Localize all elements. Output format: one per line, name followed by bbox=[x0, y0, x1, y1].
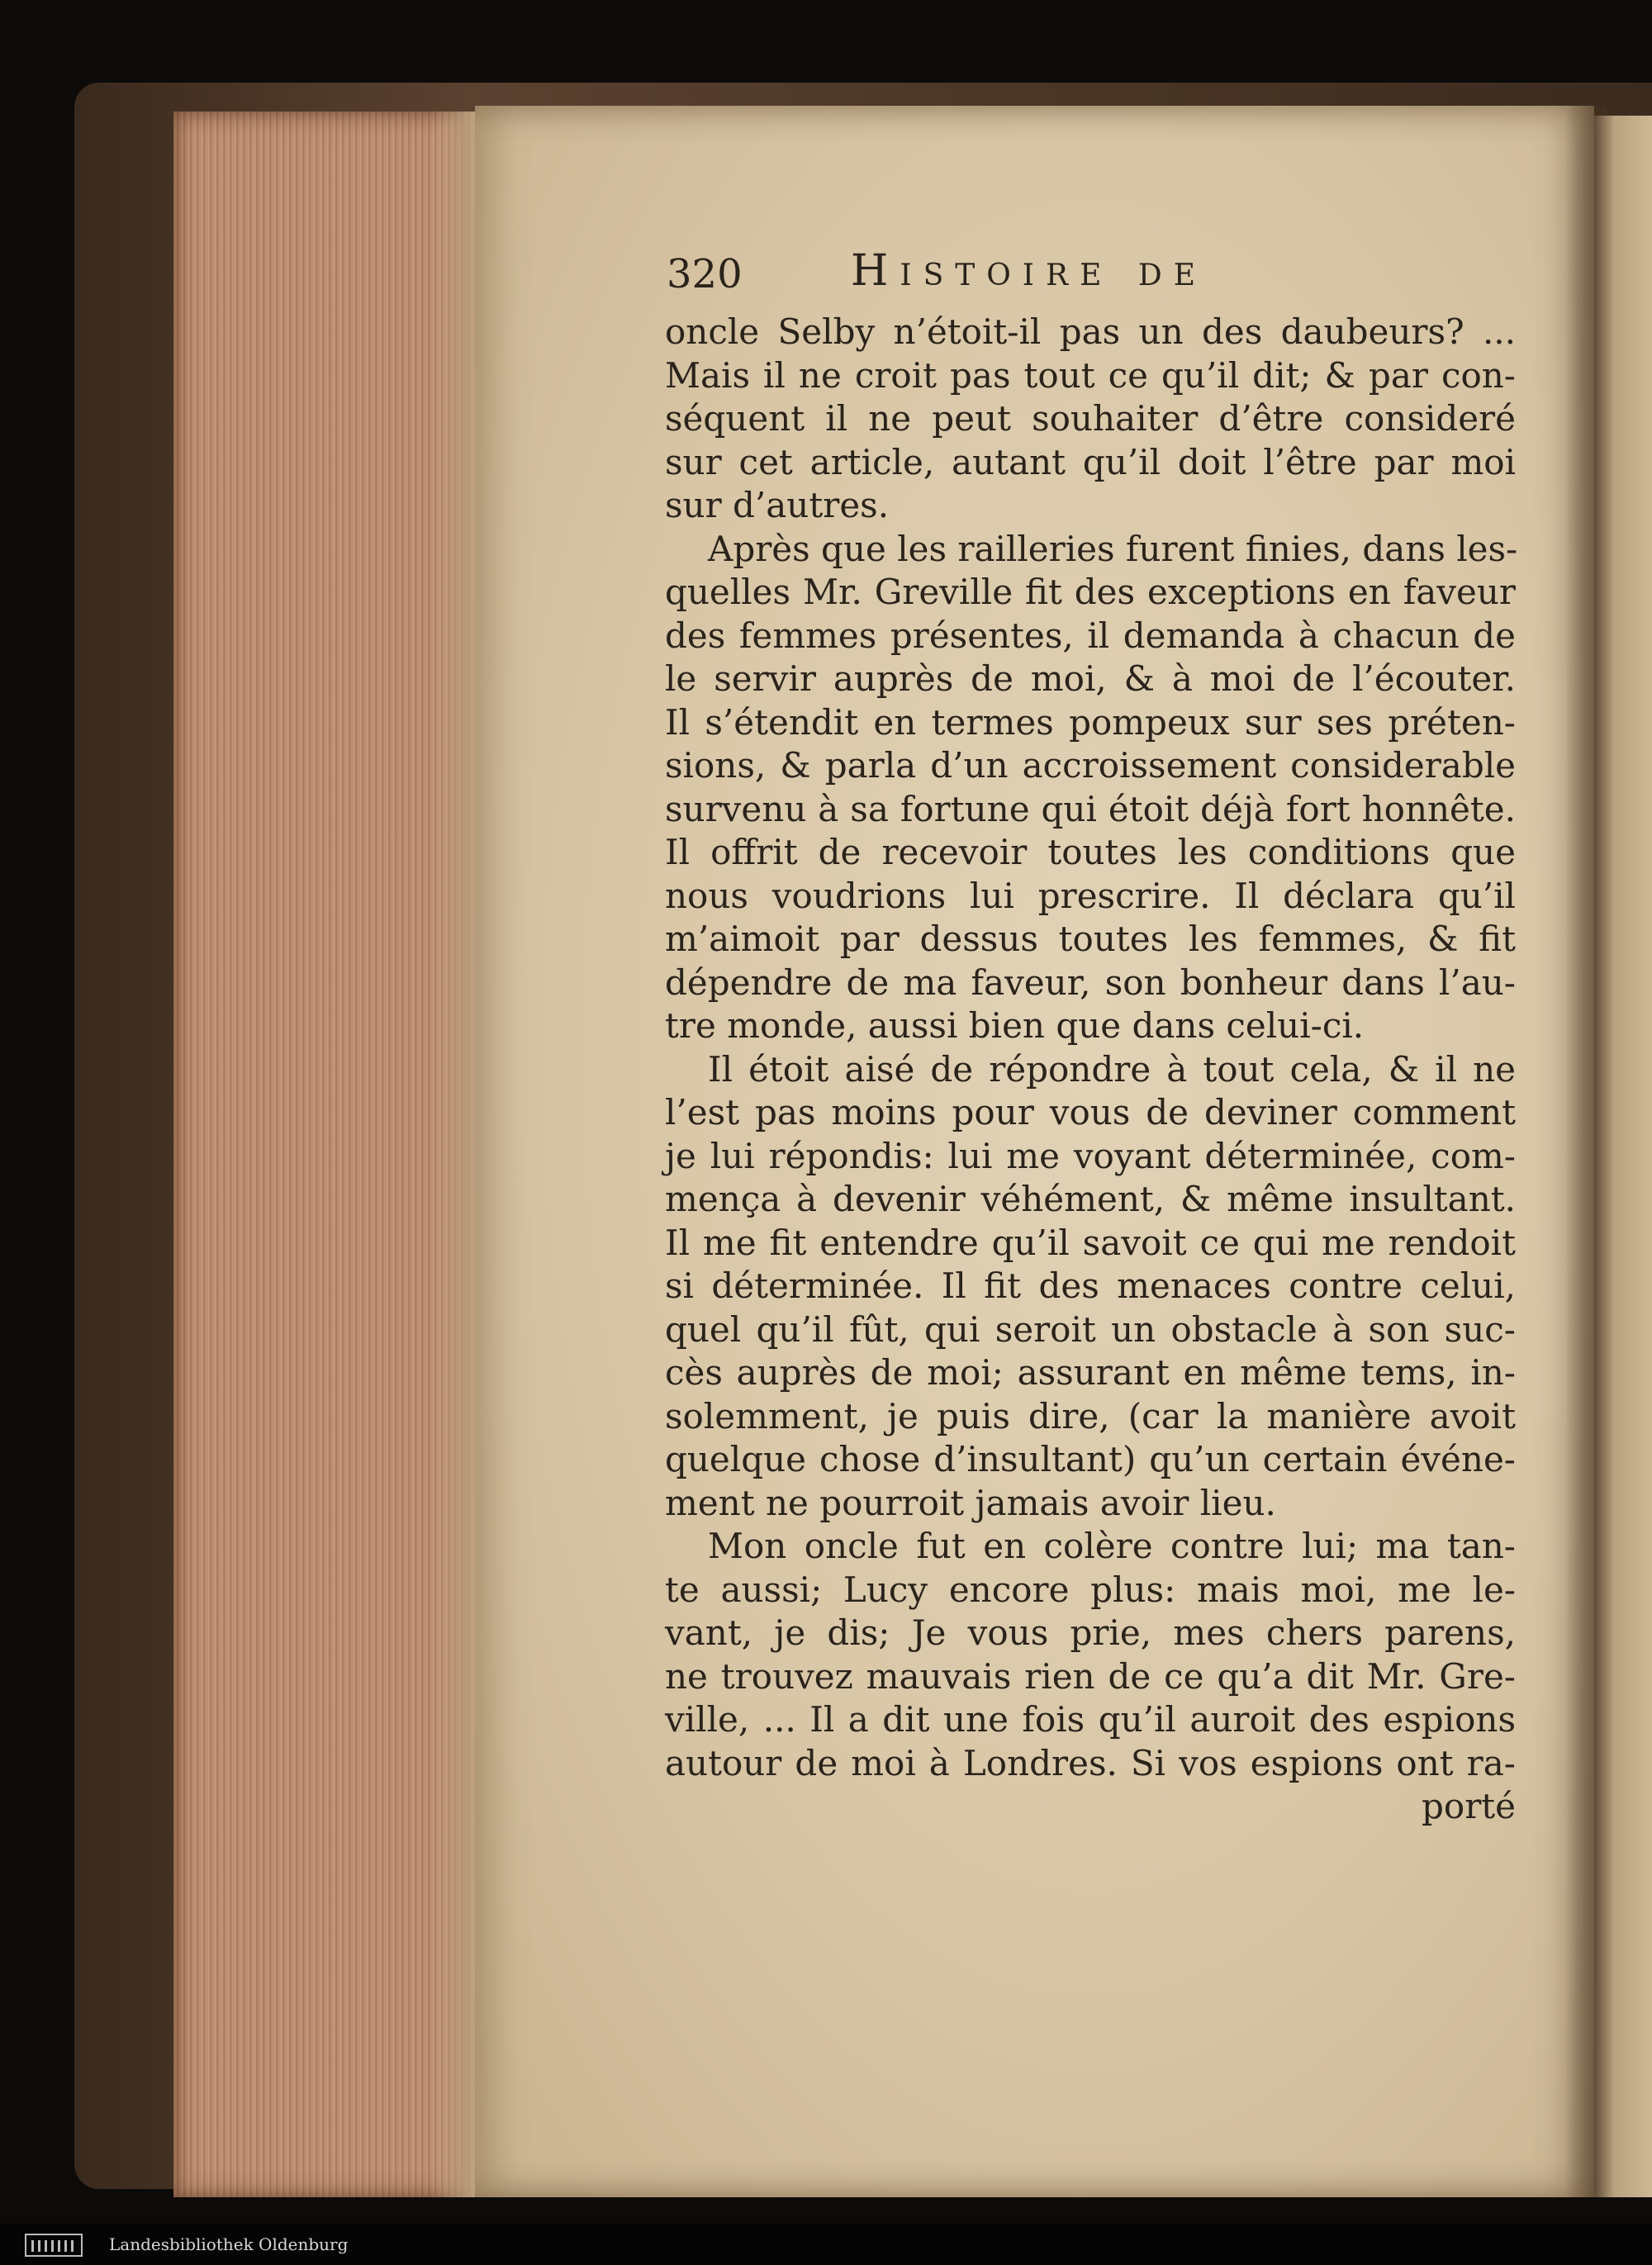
text-line: te aussi; Lucy encore plus: mais moi, me le- bbox=[665, 1569, 1516, 1610]
text-line: tre monde, aussi bien que dans celui-ci. bbox=[665, 1005, 1365, 1046]
text-line: survenu à sa fortune qui étoit déjà fort honnête. bbox=[665, 788, 1516, 829]
text-line: ment ne pourroit jamais avoir lieu. bbox=[665, 1482, 1276, 1523]
text-line: Mon oncle fut en colère contre lui; ma tan- bbox=[708, 1526, 1516, 1566]
text-line: cès auprès de moi; assurant en même tems, in- bbox=[665, 1352, 1516, 1393]
text-line: séquent il ne peut souhaiter d’être consideré bbox=[665, 398, 1516, 439]
text-line: vant, je dis; Je vous prie, mes chers parens, bbox=[665, 1612, 1516, 1653]
page-number: 320 bbox=[667, 251, 743, 297]
text-line: sur cet article, autant qu’il doit l’être par moi bbox=[665, 441, 1516, 482]
text-line: autour de moi à Londres. Si vos espions ont ra- bbox=[665, 1742, 1516, 1783]
text-line: sur d’autres. bbox=[665, 485, 890, 525]
text-line: nous voudrions lui prescrire. Il déclara qu’il bbox=[665, 875, 1516, 916]
running-head bbox=[665, 246, 1516, 311]
text-line: solemment, je puis dire, (car la manière avoit bbox=[665, 1395, 1516, 1436]
text-line: dépendre de ma faveur, son bonheur dans l’au- bbox=[665, 962, 1516, 1003]
text-line: ne trouvez mauvais rien de ce qu’a dit Mr. Gre- bbox=[665, 1655, 1516, 1697]
text-line: quelque chose d’insultant) qu’un certain événe- bbox=[665, 1439, 1516, 1479]
text-line: le servir auprès de moi, & à moi de l’écouter. bbox=[665, 658, 1516, 699]
text-line: quelles Mr. Greville fit des exceptions en faveur bbox=[665, 572, 1516, 612]
text-line: Mais il ne croit pas tout ce qu’il dit; & par con- bbox=[665, 354, 1516, 396]
text-line: des femmes présentes, il demanda à chacun de bbox=[665, 615, 1516, 656]
text-line: si déterminée. Il fit des menaces contre celui, bbox=[665, 1265, 1516, 1306]
text-line: quel qu’il fût, qui seroit un obstacle à son suc- bbox=[665, 1308, 1516, 1350]
catchword: porté bbox=[1422, 1786, 1516, 1826]
text-line: Il me fit entendre qu’il savoit ce qui me rendoit bbox=[665, 1222, 1516, 1263]
text-line: sions, & parla d’un accroissement considerable bbox=[665, 745, 1516, 786]
text-line: ville, ... Il a dit une fois qu’il auroit des espions bbox=[665, 1699, 1516, 1740]
library-building-icon bbox=[25, 2234, 83, 2257]
text-line: oncle Selby n’étoit-il pas un des daubeurs? ... bbox=[665, 311, 1516, 352]
text-line: m’aimoit par dessus toutes les femmes, & fit bbox=[665, 919, 1516, 959]
footer-bar bbox=[0, 2224, 1652, 2265]
text-line: Après que les railleries furent finies, dans les- bbox=[708, 528, 1518, 569]
page-body bbox=[665, 311, 1516, 1785]
text-block bbox=[665, 246, 1516, 1829]
text-line: je lui répondis: lui me voyant déterminée, com- bbox=[665, 1135, 1516, 1176]
text-line: Il s’étendit en termes pompeux sur ses préten- bbox=[665, 701, 1516, 743]
text-line: Il offrit de recevoir toutes les conditions que bbox=[665, 832, 1516, 872]
library-name: Landesbibliothek Oldenburg bbox=[109, 2234, 349, 2254]
text-line: Il étoit aisé de répondre à tout cela, & il ne bbox=[708, 1048, 1516, 1090]
text-line: mença à devenir véhément, & même insultant. bbox=[665, 1179, 1516, 1219]
edge-shadow bbox=[430, 112, 479, 2197]
text-line: l’est pas moins pour vous de deviner comment bbox=[665, 1092, 1516, 1132]
facing-page-edge bbox=[1594, 116, 1652, 2197]
running-head-title: Histoire de bbox=[851, 246, 1208, 296]
